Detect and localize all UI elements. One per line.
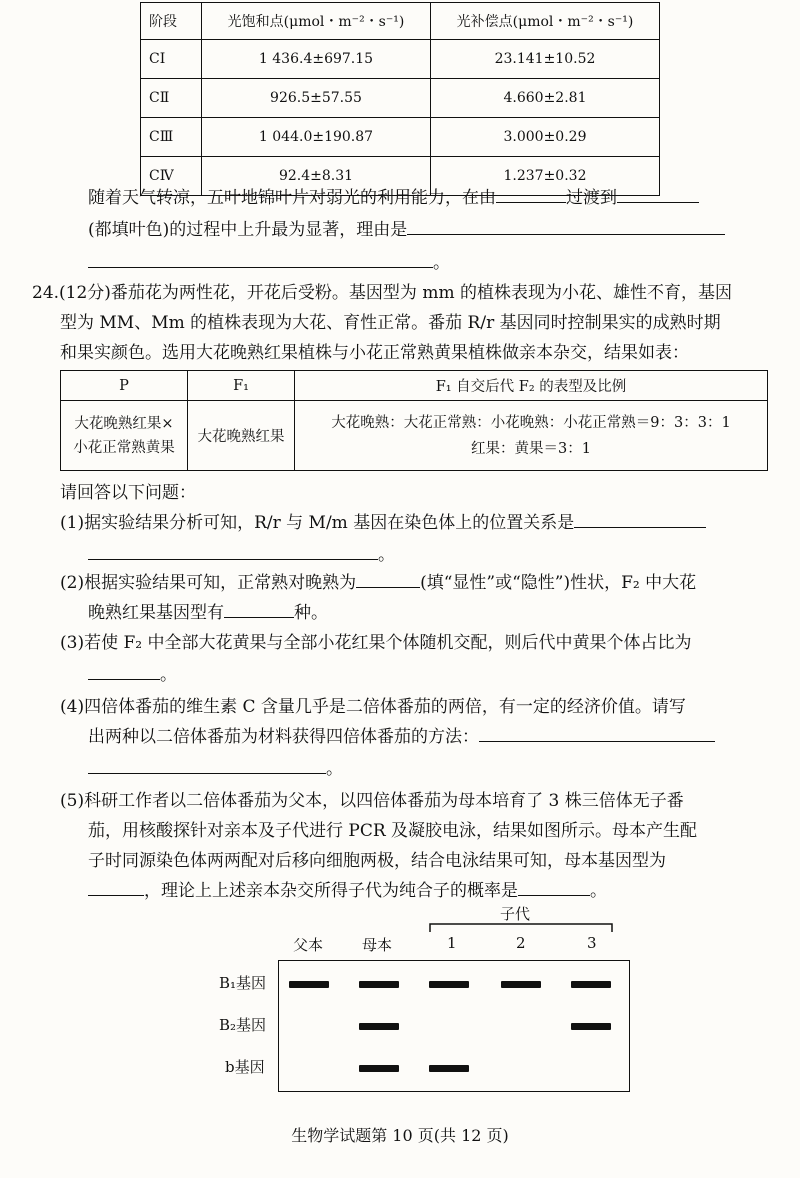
offspring-bracket bbox=[428, 920, 614, 934]
band-b1-mother bbox=[359, 981, 399, 988]
table-cell: 1.237±0.32 bbox=[431, 157, 660, 196]
answer-blank[interactable] bbox=[496, 184, 566, 203]
answer-blank[interactable] bbox=[479, 723, 715, 742]
answer-blank[interactable] bbox=[88, 249, 433, 268]
answer-blank[interactable] bbox=[356, 569, 420, 588]
prompt: 请回答以下问题： bbox=[60, 483, 196, 503]
q24-sub4-line2: 出两种以二倍体番茄为材料获得四倍体番茄的方法： bbox=[88, 722, 715, 752]
table-header: 光饱和点(μmol・m⁻²・s⁻¹) bbox=[202, 3, 431, 40]
table-cell: 926.5±57.55 bbox=[202, 79, 431, 118]
row-label-b2: B₂基因 bbox=[219, 1016, 267, 1034]
table-row bbox=[141, 118, 660, 157]
table-cell: 3.000±0.29 bbox=[431, 118, 660, 157]
answer-blank[interactable] bbox=[518, 877, 590, 896]
answer-blank[interactable] bbox=[407, 216, 725, 235]
lane-label-2: 2 bbox=[516, 934, 526, 952]
table-cell: 大花晚熟红果 bbox=[188, 401, 295, 471]
table-row bbox=[61, 401, 768, 471]
table-header: P bbox=[61, 371, 188, 401]
table-cell: CⅢ bbox=[141, 118, 202, 157]
table-header: F₁ 自交后代 F₂ 的表型及比例 bbox=[295, 371, 768, 401]
table-cell: 1 044.0±190.87 bbox=[202, 118, 431, 157]
q24-sub1: (1)据实验结果分析可知，R/r 与 M/m 基因在染色体上的位置关系是 bbox=[60, 508, 706, 538]
table-cell: CⅠ bbox=[141, 40, 202, 79]
q23-line2: (都填叶色)的过程中上升最为显著，理由是 bbox=[88, 215, 725, 245]
answer-blank[interactable] bbox=[88, 661, 160, 680]
q24-line3: 和果实颜色。选用大花晚熟红果植株与小花正常熟黄果植株做亲本杂交，结果如表： bbox=[60, 343, 689, 363]
band-b1-offspring3 bbox=[571, 981, 611, 988]
table-header: F₁ bbox=[188, 371, 295, 401]
q24-sub5-line4: ，理论上上述亲本杂交所得子代为纯合子的概率是 。 bbox=[88, 876, 607, 906]
answer-blank[interactable] bbox=[88, 755, 326, 774]
band-b1-offspring1 bbox=[429, 981, 469, 988]
row-label-b: b基因 bbox=[225, 1058, 265, 1076]
q24-line2: 型为 MM、Mm 的植株表现为大花、育性正常。番茄 R/r 基因同时控制果实的成熟时期 bbox=[60, 313, 721, 333]
table-cell: CⅡ bbox=[141, 79, 202, 118]
q24-sub3: (3)若使 F₂ 中全部大花黄果与全部小花红果个体随机交配，则后代中黄果个体占比为 bbox=[60, 633, 692, 653]
band-b1-offspring2 bbox=[501, 981, 541, 988]
table-cell: 大花晚熟红果× 小花正常熟黄果 bbox=[61, 401, 188, 471]
lane-label-3: 3 bbox=[587, 934, 597, 952]
q24-sub5-line2: 茄，用核酸探针对亲本及子代进行 PCR 及凝胶电泳，结果如图所示。母本产生配 bbox=[88, 821, 698, 841]
band-b-mother bbox=[359, 1065, 399, 1072]
q24-sub1-cont: 。 bbox=[88, 540, 395, 570]
q24-sub4: (4)四倍体番茄的维生素 C 含量几乎是二倍体番茄的两倍，有一定的经济价值。请写 bbox=[60, 697, 686, 717]
answer-blank[interactable] bbox=[88, 541, 378, 560]
band-b-offspring1 bbox=[429, 1065, 469, 1072]
answer-blank[interactable] bbox=[617, 184, 699, 203]
table-cell: 92.4±8.31 bbox=[202, 157, 431, 196]
q24-line1: 24.(12分)番茄花为两性花，开花后受粉。基因型为 mm 的植株表现为小花、雄性不育，基因 bbox=[32, 283, 732, 303]
page-footer: 生物学试题第 10 页(共 12 页) bbox=[291, 1126, 509, 1145]
lane-label-1: 1 bbox=[447, 934, 457, 952]
band-b2-mother bbox=[359, 1023, 399, 1030]
table-header: 光补偿点(μmol・m⁻²・s⁻¹) bbox=[431, 3, 660, 40]
q24-sub5: (5)科研工作者以二倍体番茄为父本，以四倍体番茄为母本培育了 3 株三倍体无子番 bbox=[60, 791, 684, 811]
lane-label-mother: 母本 bbox=[362, 936, 393, 954]
table-cell: 4.660±2.81 bbox=[431, 79, 660, 118]
light-point-table bbox=[140, 2, 660, 196]
band-b2-offspring3 bbox=[571, 1023, 611, 1030]
q23-line3: 。 bbox=[88, 248, 450, 278]
q24-sub3-cont: 。 bbox=[88, 660, 177, 690]
row-label-b1: B₁基因 bbox=[219, 974, 267, 992]
table-row bbox=[141, 40, 660, 79]
table-cell: 23.141±10.52 bbox=[431, 40, 660, 79]
answer-blank[interactable] bbox=[88, 877, 144, 896]
lane-label-father: 父本 bbox=[293, 936, 324, 954]
table-row bbox=[141, 79, 660, 118]
table-cell: 大花晚熟：大花正常熟：小花晚熟：小花正常熟＝9：3：3：1 红果：黄果＝3：1 bbox=[295, 401, 768, 471]
answer-blank[interactable] bbox=[224, 599, 294, 618]
q24-sub2-cont: 晚熟红果基因型有 种。 bbox=[88, 598, 328, 628]
q24-sub2: (2)根据实验结果可知，正常熟对晚熟为 (填“显性”或“隐性”)性状，F₂ 中大花 bbox=[60, 568, 696, 598]
answer-blank[interactable] bbox=[574, 509, 706, 528]
q24-sub5-line3: 子时同源染色体两两配对后移向细胞两极，结合电泳结果可知，母本基因型为 bbox=[88, 851, 666, 871]
band-b1-father bbox=[289, 981, 329, 988]
offspring-label: 子代 bbox=[500, 905, 531, 923]
table-cell: CⅣ bbox=[141, 157, 202, 196]
table-cell: 1 436.4±697.15 bbox=[202, 40, 431, 79]
cross-result-table bbox=[60, 370, 768, 471]
table-header: 阶段 bbox=[141, 3, 202, 40]
q24-sub4-cont: 。 bbox=[88, 754, 343, 784]
gel-frame bbox=[278, 960, 630, 1092]
q23-line1: 随着天气转凉，五叶地锦叶片对弱光的利用能力，在由 过渡到 bbox=[88, 183, 699, 213]
